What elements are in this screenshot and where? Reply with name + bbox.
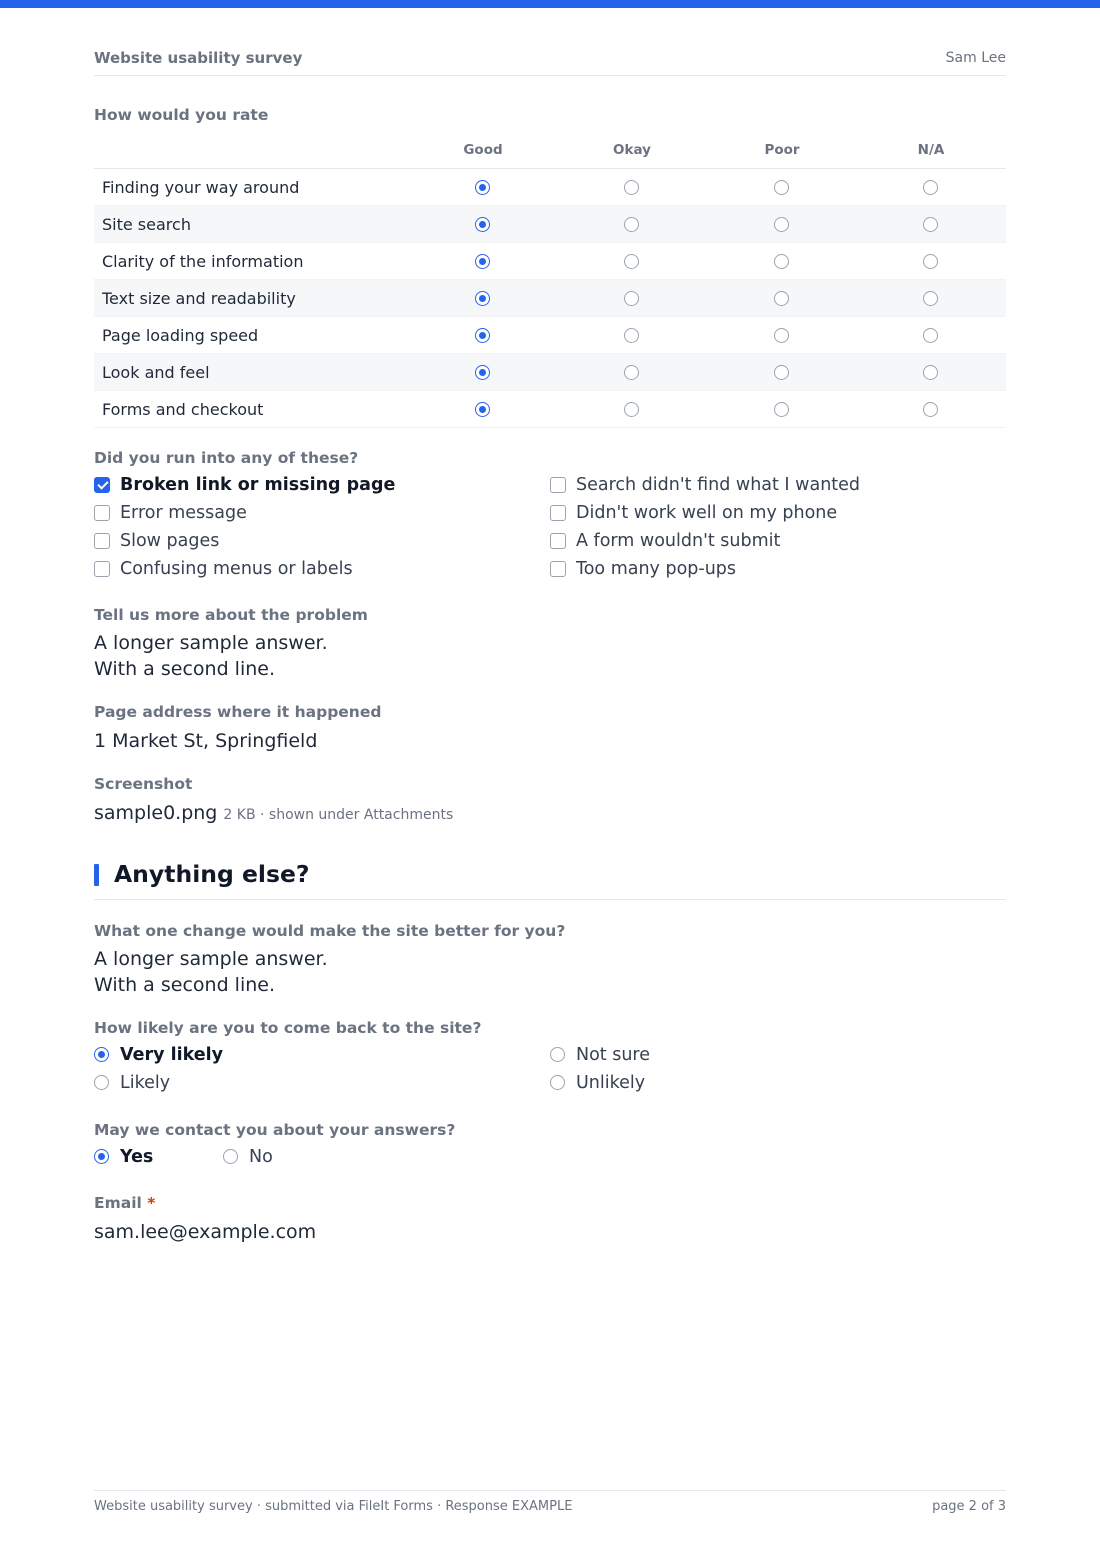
radio-okay-page-loading-speed[interactable] xyxy=(624,328,639,343)
column-header-okay: Okay xyxy=(613,142,651,158)
rating-row-label: Page loading speed xyxy=(102,326,259,345)
rating-row-label: Finding your way around xyxy=(102,178,300,197)
rating-cell-okay[interactable] xyxy=(624,254,640,270)
rating-cell-okay[interactable] xyxy=(624,328,640,344)
option-label: Broken link or missing page xyxy=(120,475,396,495)
rating-cell-okay[interactable] xyxy=(624,402,640,418)
rating-row-site-search xyxy=(94,206,1006,243)
radio-n-a-clarity-of-the-information[interactable] xyxy=(923,254,938,269)
radio-good-forms-and-checkout[interactable] xyxy=(475,402,490,417)
rating-row-label: Look and feel xyxy=(102,363,210,382)
change-answer-line-2: With a second line. xyxy=(94,974,275,996)
radio-n-a-page-loading-speed[interactable] xyxy=(923,328,938,343)
rating-cell-n-a[interactable] xyxy=(923,402,939,418)
rating-cell-n-a[interactable] xyxy=(923,291,939,307)
column-header-good: Good xyxy=(463,142,503,158)
radio-poor-site-search[interactable] xyxy=(774,217,789,232)
checkbox[interactable] xyxy=(94,533,110,549)
option-label: Slow pages xyxy=(120,531,220,551)
attachment-file-meta: 2 KB · shown under Attachments xyxy=(223,807,454,823)
required-asterisk: * xyxy=(147,1194,156,1212)
option-label: Very likely xyxy=(120,1045,224,1065)
problem-question-label: Tell us more about the problem xyxy=(94,606,368,624)
checkbox[interactable] xyxy=(550,477,566,493)
checkbox[interactable] xyxy=(550,533,566,549)
radio-button[interactable] xyxy=(94,1149,109,1164)
rating-cell-okay[interactable] xyxy=(624,365,640,381)
radio-good-clarity-of-the-information[interactable] xyxy=(475,254,490,269)
email-label-text: Email xyxy=(94,1194,142,1212)
radio-poor-forms-and-checkout[interactable] xyxy=(774,402,789,417)
rating-row-text-size-and-readability xyxy=(94,280,1006,317)
section-title: Anything else? xyxy=(114,860,310,888)
rating-cell-okay[interactable] xyxy=(624,180,640,196)
column-header-poor: Poor xyxy=(764,142,800,158)
radio-poor-finding-your-way-around[interactable] xyxy=(774,180,789,195)
rating-cell-good[interactable] xyxy=(475,402,491,418)
radio-good-page-loading-speed[interactable] xyxy=(475,328,490,343)
radio-okay-clarity-of-the-information[interactable] xyxy=(624,254,639,269)
document-header xyxy=(94,48,1006,76)
rating-question-label: How would you rate xyxy=(94,106,269,124)
rating-cell-poor[interactable] xyxy=(774,254,790,270)
email-answer: sam.lee@example.com xyxy=(94,1221,317,1243)
rating-cell-n-a[interactable] xyxy=(923,365,939,381)
rating-cell-poor[interactable] xyxy=(774,291,790,307)
radio-n-a-finding-your-way-around[interactable] xyxy=(923,180,938,195)
radio-button[interactable] xyxy=(550,1047,565,1062)
radio-poor-page-loading-speed[interactable] xyxy=(774,328,789,343)
rating-row-label: Forms and checkout xyxy=(102,400,264,419)
rating-row-label: Site search xyxy=(102,215,191,234)
contact-question-label: May we contact you about your answers? xyxy=(94,1121,456,1139)
option-label: Error message xyxy=(120,503,247,523)
screenshot-attachment[interactable] xyxy=(94,800,453,828)
rating-cell-okay[interactable] xyxy=(624,217,640,233)
radio-n-a-forms-and-checkout[interactable] xyxy=(923,402,938,417)
rating-cell-poor[interactable] xyxy=(774,365,790,381)
checkbox[interactable] xyxy=(94,505,110,521)
rating-cell-good[interactable] xyxy=(475,180,491,196)
radio-okay-finding-your-way-around[interactable] xyxy=(624,180,639,195)
radio-good-text-size-and-readability[interactable] xyxy=(475,291,490,306)
radio-okay-look-and-feel[interactable] xyxy=(624,365,639,380)
radio-okay-text-size-and-readability[interactable] xyxy=(624,291,639,306)
rating-cell-poor[interactable] xyxy=(774,402,790,418)
checkbox[interactable] xyxy=(550,561,566,577)
rating-cell-n-a[interactable] xyxy=(923,217,939,233)
section-header xyxy=(94,862,1006,900)
email-question-label xyxy=(94,1194,155,1212)
radio-n-a-site-search[interactable] xyxy=(923,217,938,232)
section-accent-bar xyxy=(94,864,99,886)
checkbox[interactable] xyxy=(94,477,110,493)
rating-row-finding-your-way-around xyxy=(94,169,1006,206)
option-label: Confusing menus or labels xyxy=(120,559,353,579)
radio-poor-text-size-and-readability[interactable] xyxy=(774,291,789,306)
problem-answer-line-2: With a second line. xyxy=(94,658,275,680)
rating-cell-n-a[interactable] xyxy=(923,180,939,196)
option-label: A form wouldn't submit xyxy=(576,531,781,551)
option-label: Not sure xyxy=(576,1045,651,1065)
rating-cell-poor[interactable] xyxy=(774,328,790,344)
change-question-label: What one change would make the site better for you? xyxy=(94,922,566,940)
radio-poor-look-and-feel[interactable] xyxy=(774,365,789,380)
rating-matrix xyxy=(94,132,1006,428)
option-label: Search didn't find what I wanted xyxy=(576,475,861,495)
option-label: Didn't work well on my phone xyxy=(576,503,838,523)
radio-okay-forms-and-checkout[interactable] xyxy=(624,402,639,417)
radio-good-site-search[interactable] xyxy=(475,217,490,232)
option-label: No xyxy=(249,1147,273,1167)
rating-cell-n-a[interactable] xyxy=(923,328,939,344)
rating-row-look-and-feel xyxy=(94,354,1006,391)
address-question-label: Page address where it happened xyxy=(94,703,382,721)
problem-answer-line-1: A longer sample answer. xyxy=(94,632,328,654)
page-number: page 2 of 3 xyxy=(932,1499,1006,1514)
rating-row-page-loading-speed xyxy=(94,317,1006,354)
screenshot-question-label: Screenshot xyxy=(94,775,193,793)
radio-button[interactable] xyxy=(94,1075,109,1090)
page-footer xyxy=(94,1490,1006,1520)
rating-cell-good[interactable] xyxy=(475,365,491,381)
checkbox[interactable] xyxy=(550,505,566,521)
radio-good-finding-your-way-around[interactable] xyxy=(475,180,490,195)
radio-n-a-look-and-feel[interactable] xyxy=(923,365,938,380)
rating-row-label: Clarity of the information xyxy=(102,252,304,271)
respondent-name: Sam Lee xyxy=(945,50,1006,66)
form-page xyxy=(94,0,1006,1556)
rating-row-label: Text size and readability xyxy=(102,289,296,308)
radio-button[interactable] xyxy=(223,1149,238,1164)
change-answer-line-1: A longer sample answer. xyxy=(94,948,328,970)
rating-row-forms-and-checkout xyxy=(94,391,1006,428)
address-answer: 1 Market St, Springfield xyxy=(94,730,318,752)
rating-cell-good[interactable] xyxy=(475,291,491,307)
rating-row-clarity-of-the-information xyxy=(94,243,1006,280)
option-label: Unlikely xyxy=(576,1073,646,1093)
rating-cell-okay[interactable] xyxy=(624,291,640,307)
checkbox[interactable] xyxy=(94,561,110,577)
radio-okay-site-search[interactable] xyxy=(624,217,639,232)
rating-cell-poor[interactable] xyxy=(774,217,790,233)
rating-cell-poor[interactable] xyxy=(774,180,790,196)
footer-info: Website usability survey · submitted via FileIt Forms · Response EXAMPLE xyxy=(94,1499,573,1514)
radio-n-a-text-size-and-readability[interactable] xyxy=(923,291,938,306)
radio-good-look-and-feel[interactable] xyxy=(475,365,490,380)
rating-cell-good[interactable] xyxy=(475,328,491,344)
rating-cell-good[interactable] xyxy=(475,254,491,270)
rating-matrix-header xyxy=(94,132,1006,169)
issues-question-label: Did you run into any of these? xyxy=(94,449,359,467)
option-label: Likely xyxy=(120,1073,171,1093)
option-label: Too many pop-ups xyxy=(576,559,737,579)
option-label: Yes xyxy=(120,1147,154,1167)
form-title: Website usability survey xyxy=(94,49,303,67)
radio-poor-clarity-of-the-information[interactable] xyxy=(774,254,789,269)
rating-cell-good[interactable] xyxy=(475,217,491,233)
radio-button[interactable] xyxy=(94,1047,109,1062)
attachment-file-name[interactable]: sample0.png xyxy=(94,802,218,824)
radio-button[interactable] xyxy=(550,1075,565,1090)
rating-cell-n-a[interactable] xyxy=(923,254,939,270)
return-question-label: How likely are you to come back to the site? xyxy=(94,1019,482,1037)
column-header-na: N/A xyxy=(917,142,945,158)
